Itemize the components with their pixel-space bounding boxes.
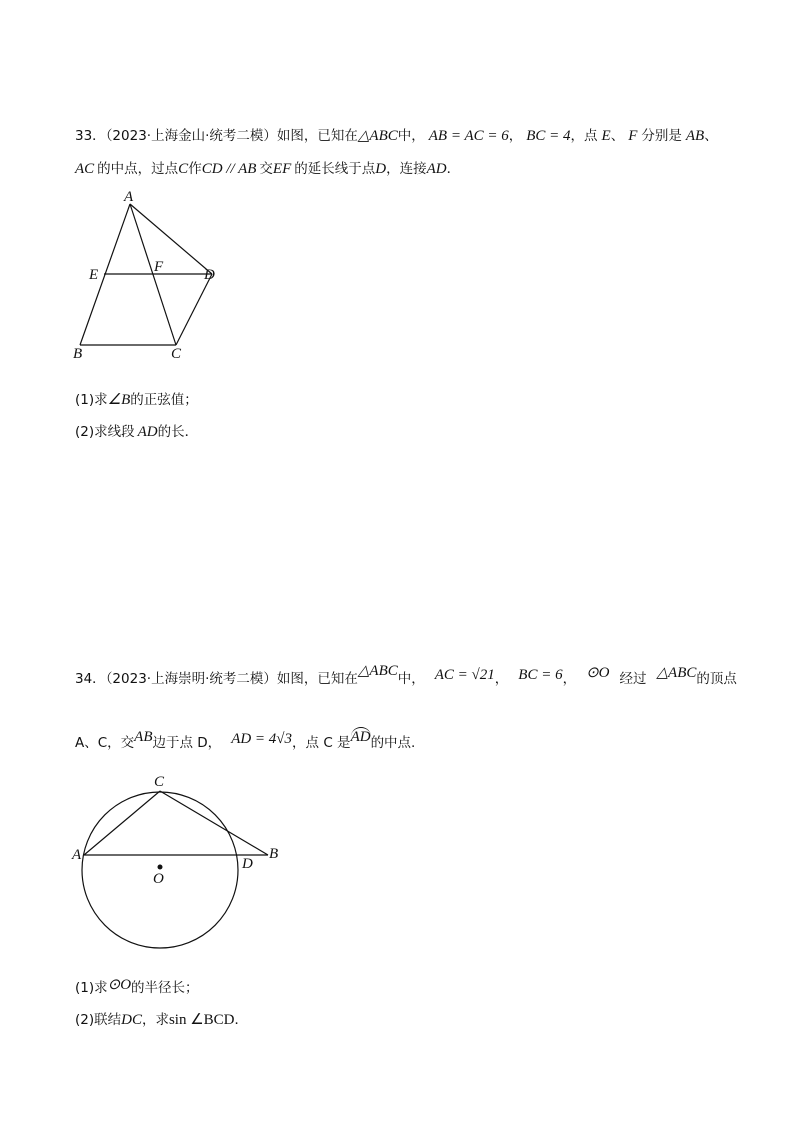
label-c: C [154, 774, 165, 790]
segment-dc: DC [121, 1012, 142, 1028]
segment-c-b [160, 791, 268, 855]
text: (1)求 [75, 980, 108, 996]
text: 中， [397, 128, 425, 144]
parallel-cd-ab: CD // AB [201, 161, 257, 177]
label-a: A [72, 847, 82, 863]
equation-ab-ac: AB = AC = 6 [428, 128, 509, 144]
text: 边于点 D， [152, 735, 222, 751]
segment-ad: AD [137, 424, 158, 440]
text: 中， [397, 671, 425, 687]
text: 交 [259, 161, 273, 177]
text: 的顶点 [696, 671, 737, 687]
segment-ab: AB [685, 128, 705, 144]
segment-a-c [84, 791, 160, 855]
label-e: E [89, 267, 99, 283]
text: 的正弦值； [130, 392, 198, 408]
equation-ac: AC = √21 [434, 667, 495, 683]
text: 、 [704, 128, 718, 144]
equation-bc: BC = 4 [526, 128, 571, 144]
text: ， [494, 671, 509, 687]
text: 的半径长； [131, 980, 199, 996]
text: 的中点，过点 [97, 161, 179, 177]
label-d: D [204, 267, 215, 283]
circle-o [82, 792, 238, 948]
text: 如图，已知在 [276, 671, 358, 687]
label-b: B [269, 846, 279, 862]
point-c: C [178, 161, 189, 177]
label-d: D [242, 856, 253, 872]
text: 分别是 [641, 128, 682, 144]
text: 作 [188, 161, 202, 177]
text: ， [508, 128, 523, 144]
point-e: E [601, 128, 611, 144]
question-number: 34． [75, 671, 106, 687]
point-d: D [375, 161, 387, 177]
text: ， [562, 671, 577, 687]
arc-ad: AD [350, 729, 371, 745]
equation-bc: BC = 6 [518, 667, 563, 683]
equation-ad: AD = 4√3 [231, 731, 293, 747]
triangle-abc: △ABC [656, 665, 697, 681]
angle-b: ∠B [107, 392, 131, 408]
triangle-abc: △ABC [357, 663, 398, 679]
text: ，连接 [386, 161, 427, 177]
text: 的长． [157, 424, 199, 440]
sin-bcd: sin ∠BCD [168, 1012, 235, 1028]
segment-ef: EF [272, 161, 292, 177]
text: ，点 C 是 [292, 735, 351, 751]
center-dot [158, 865, 163, 870]
question-source: （2023·上海金山·统考二模） [105, 128, 277, 144]
label-c: C [171, 346, 182, 362]
text: (1)求 [75, 392, 108, 408]
text: (2)联结 [75, 1012, 122, 1028]
label-b: B [73, 346, 83, 362]
text: 经过 [619, 671, 647, 687]
label-f: F [154, 259, 164, 275]
text: 、 [610, 128, 625, 144]
text: ，求 [141, 1012, 169, 1028]
text: ，点 [570, 128, 598, 144]
segment-ad: AD [426, 161, 447, 177]
q34-part-1 [75, 979, 199, 997]
text: ． [234, 1012, 249, 1028]
point-f: F [628, 128, 638, 144]
triangle-abc: △ABC [357, 128, 398, 144]
text: (2)求线段 [75, 424, 135, 440]
question-source: （2023·上海崇明·统考二模） [105, 671, 277, 687]
circle-o: ⊙O [586, 665, 610, 681]
text: 的中点. [370, 735, 416, 751]
segment-ab: AB [134, 729, 153, 745]
label-a: A [124, 189, 134, 205]
text: A、C，交 [75, 735, 135, 751]
segment-ac: AC [75, 161, 95, 177]
circle-o: ⊙O [107, 977, 132, 993]
label-o: O [153, 871, 164, 887]
text: 如图，已知在 [276, 128, 358, 144]
q34-part-2 [75, 1011, 248, 1029]
question-number: 33． [75, 128, 106, 144]
text: 的延长线于点 [294, 161, 376, 177]
text: ． [446, 161, 461, 177]
